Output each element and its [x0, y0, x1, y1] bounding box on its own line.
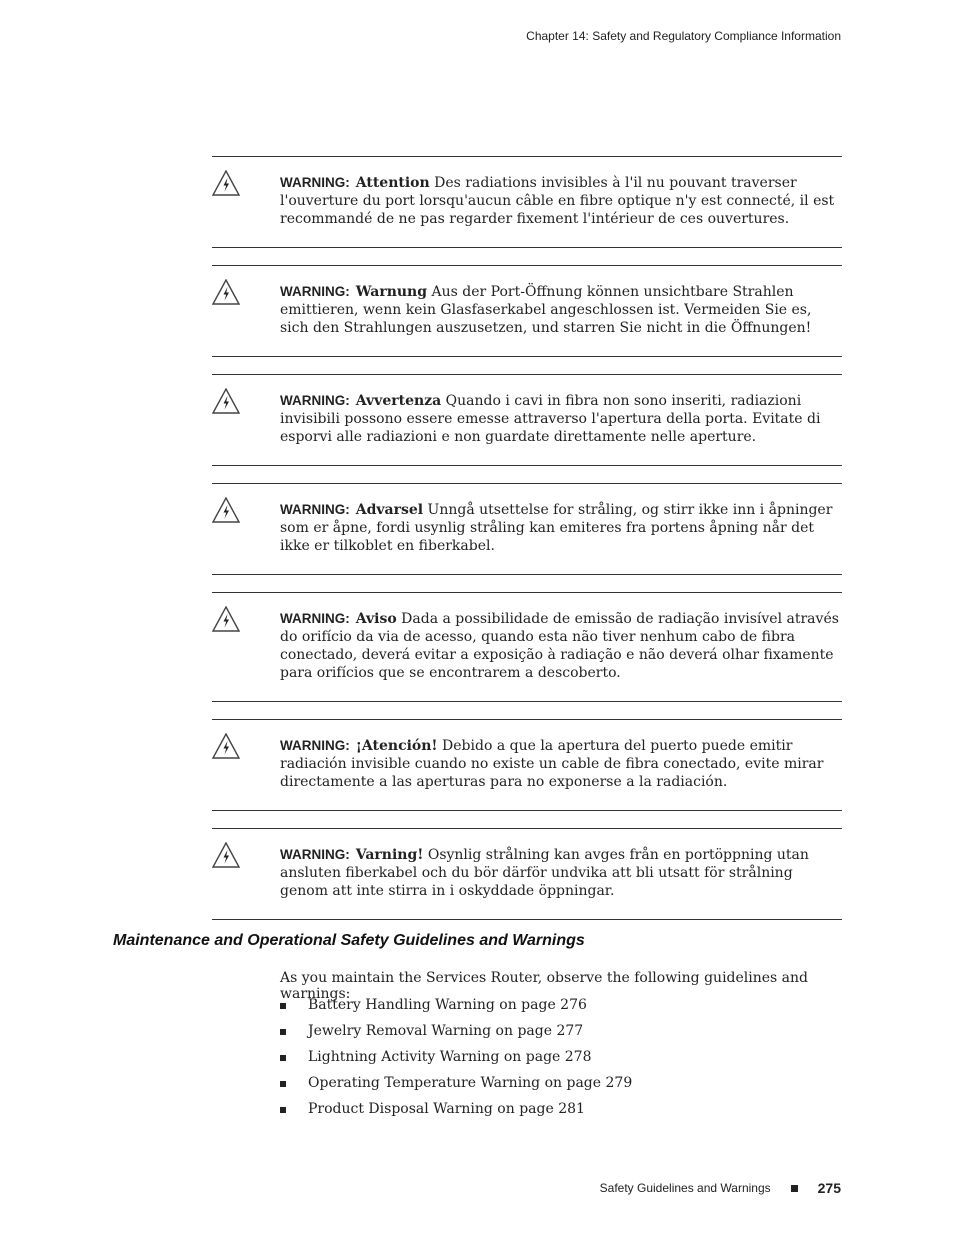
warning-body: Quando i cavi in fibra non sono inseriti, radiazioni invisibili possono essere emesse attraverso l'apertura della porta. Evitate di esporvi alle radiazioni e non guardate direttamente nelle aperture.: [280, 393, 821, 445]
warning-body: Osynlig strålning kan avges från en portöppning utan ansluten fiberkabel och du bör därför undvika att bli utsatt för strålning genom att inte stirra in i oskyddade öppningar.: [280, 847, 809, 899]
guideline-link[interactable]: Product Disposal Warning on page 281: [308, 1101, 585, 1117]
guideline-link[interactable]: Lightning Activity Warning on page 278: [308, 1049, 592, 1065]
warning-block-italian: [212, 374, 842, 466]
electrical-hazard-icon: [212, 842, 240, 868]
warning-text: [280, 501, 842, 555]
warning-language-label: ¡Atención!: [355, 738, 438, 754]
list-item: [280, 1049, 632, 1075]
electrical-hazard-icon: [212, 606, 240, 632]
list-item: [280, 1075, 632, 1101]
warning-language-label: Varning!: [355, 847, 424, 863]
list-item: [280, 1101, 632, 1127]
warning-block-norwegian: [212, 483, 842, 575]
warning-list: [212, 156, 842, 920]
electrical-hazard-icon: [212, 733, 240, 759]
warning-language-label: Avvertenza: [355, 393, 442, 409]
guideline-list: [280, 997, 632, 1127]
footer-separator-icon: [791, 1185, 798, 1192]
electrical-hazard-icon: [212, 497, 240, 523]
warning-text: [280, 283, 842, 337]
bullet-icon: [280, 1081, 286, 1087]
warning-body: Debido a que la apertura del puerto puede emitir radiación invisible cuando no existe un cable de fibra conectado, evite mirar directamente a las aperturas para no exponerse a la radiación.: [280, 738, 824, 790]
footer-title: Safety Guidelines and Warnings: [599, 1181, 771, 1195]
list-item: [280, 1023, 632, 1049]
bullet-icon: [280, 1107, 286, 1113]
section-heading: Maintenance and Operational Safety Guidelines and Warnings: [113, 932, 585, 949]
warning-body: Unngå utsettelse for stråling, og stirr ikke inn i åpninger som er åpne, fordi usynlig stråling kan emiteres fra portens åpning når det ikke er tilkoblet en fiberkabel.: [280, 502, 833, 554]
running-header: Chapter 14: Safety and Regulatory Compliance Information: [526, 29, 841, 43]
warning-block-german: [212, 265, 842, 357]
warning-text: [280, 174, 842, 228]
page-footer: [600, 1180, 841, 1196]
guideline-link[interactable]: Battery Handling Warning on page 276: [308, 997, 587, 1013]
warning-language-label: Advarsel: [355, 502, 424, 518]
warning-block-spanish: [212, 719, 842, 811]
warning-language-label: Warnung: [355, 284, 428, 300]
section-intro: As you maintain the Services Router, observe the following guidelines and warnings:: [280, 970, 809, 1002]
warning-label: WARNING:: [280, 284, 350, 299]
warning-label: WARNING:: [280, 738, 350, 753]
electrical-hazard-icon: [212, 388, 240, 414]
warning-label: WARNING:: [280, 393, 350, 408]
warning-label: WARNING:: [280, 175, 350, 190]
list-item: [280, 997, 632, 1023]
warning-label: WARNING:: [280, 502, 350, 517]
page-number: 275: [817, 1180, 841, 1196]
bullet-icon: [280, 1029, 286, 1035]
warning-label: WARNING:: [280, 847, 350, 862]
bullet-icon: [280, 1055, 286, 1061]
electrical-hazard-icon: [212, 279, 240, 305]
electrical-hazard-icon: [212, 170, 240, 196]
warning-label: WARNING:: [280, 611, 350, 626]
warning-text: [280, 846, 842, 900]
warning-block-french: [212, 156, 842, 248]
warning-text: [280, 737, 842, 791]
warning-text: [280, 610, 842, 682]
bullet-icon: [280, 1003, 286, 1009]
guideline-link[interactable]: Operating Temperature Warning on page 279: [308, 1075, 633, 1091]
warning-language-label: Attention: [355, 175, 430, 191]
warning-body: Dada a possibilidade de emissão de radiação invisível através do orifício da via de acesso, quando esta não tiver nenhum cabo de fibra conectado, deverá evitar a exposição à radiação e não deverá olhar fixamente para orifícios que se encontrarem a descoberto.: [280, 611, 839, 681]
guideline-link[interactable]: Jewelry Removal Warning on page 277: [308, 1023, 584, 1039]
warning-body: Aus der Port-Öffnung können unsichtbare Strahlen emittieren, wenn kein Glasfaserkabel angeschlossen ist. Vermeiden Sie es, sich den Strahlungen auszusetzen, und starren Sie nicht in die Öffnungen!: [280, 284, 812, 336]
warning-text: [280, 392, 842, 446]
warning-language-label: Aviso: [355, 611, 397, 627]
warning-block-swedish: [212, 828, 842, 920]
warning-body: Des radiations invisibles à l'il nu pouvant traverser l'ouverture du port lorsqu'aucun câble en fibre optique n'y est connecté, il est recommandé de ne pas regarder fixement l'intérieur de ces ouvertures.: [280, 175, 835, 227]
warning-block-portuguese: [212, 592, 842, 702]
